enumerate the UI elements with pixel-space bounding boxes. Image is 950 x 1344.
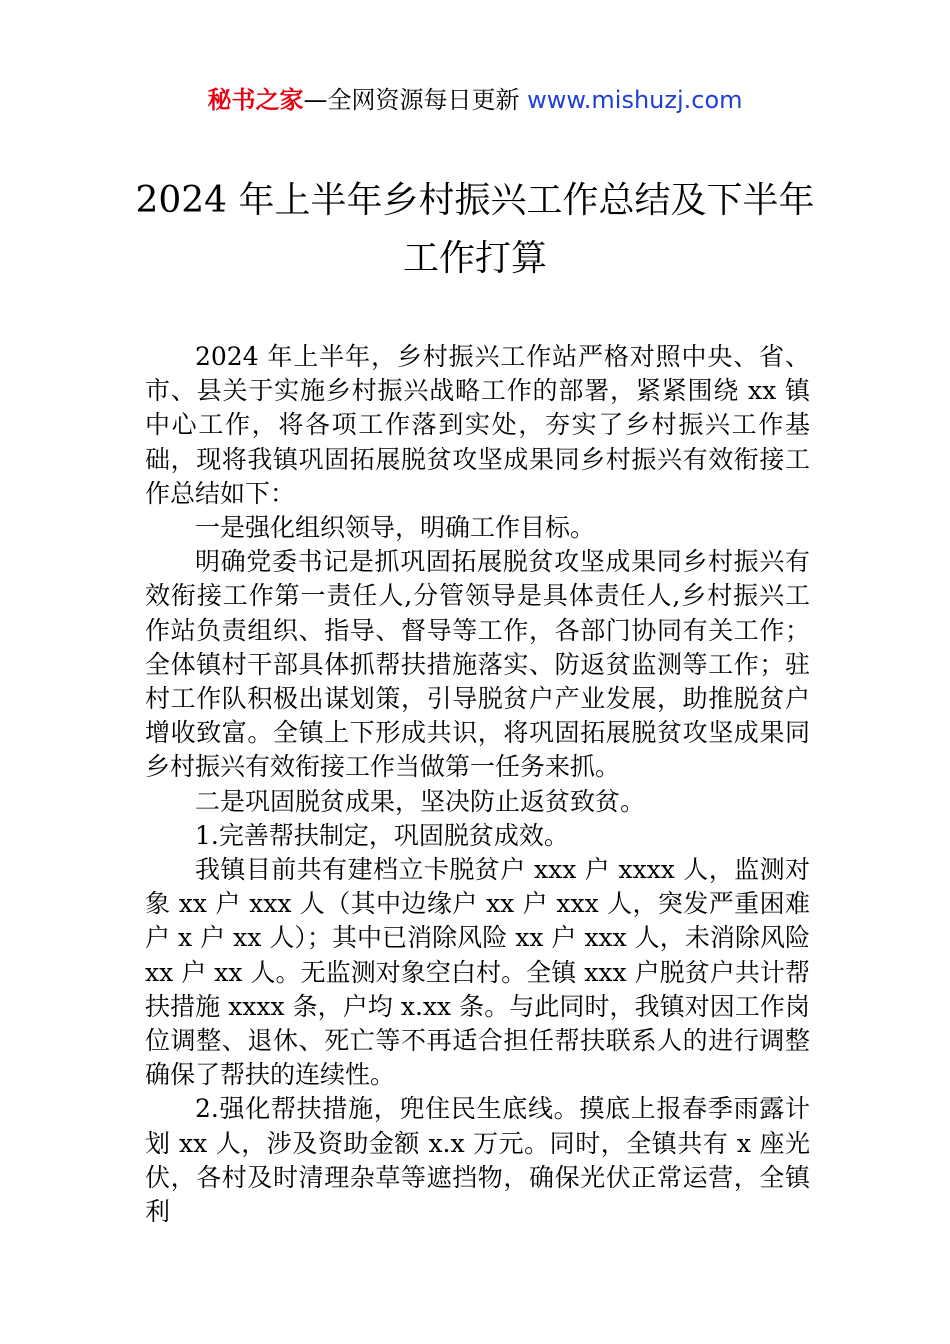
site-slogan: —全网资源每日更新 [303,86,528,114]
document-body [145,340,810,1229]
site-banner [0,80,950,115]
site-url-link[interactable]: www.mishuzj.com [527,86,743,114]
paragraph: 2.强化帮扶措施，兜住民生底线。摸底上报春季雨露计划 xx 人，涉及资助金额 x.x 万元。同时，全镇共有 x 座光伏，各村及时清理杂草等遮挡物，确保光伏正常运营，全镇利 [145,1094,810,1227]
section-heading-2: 二是巩固脱贫成果，坚决防止返贫致贫。 [195,786,646,816]
site-brand: 秘书之家 [207,86,304,114]
subsection-heading-1: 1.完善帮扶制定，巩固脱贫成效。 [195,820,569,850]
section-heading-1: 一是强化组织领导，明确工作目标。 [195,513,596,543]
paragraph: 我镇目前共有建档立卡脱贫户 xxx 户 xxxx 人，监测对象 xx 户 xxx 人（其中边缘户 xx 户 xxx 人，突发严重困难户 x 户 xx 人）；其中已消除风险 xx 户 xxx 人，未消除风险 xx 户 xx 人。无监测对象空白村。全镇 xxx 户脱贫户共计帮扶措施 xxxx 条，户均 x.xx 条。与此同时，我镇对因工作岗位调整、退休、死亡等不再适合担任帮扶联系人的进行调整确保了帮扶的连续性。 [145,855,810,1090]
paragraph: 明确党委书记是抓巩固拓展脱贫攻坚成果同乡村振兴有效衔接工作第一责任人,分管领导是具体责任人,乡村振兴工作站负责组织、指导、督导等工作，各部门协同有关工作；全体镇村干部具体抓帮扶措施落实、防返贫监测等工作；驻村工作队积极出谋划策，引导脱贫户产业发展，助推脱贫户增收致富。全镇上下形成共识，将巩固拓展脱贫攻坚成果同乡村振兴有效衔接工作当做第一任务来抓。 [145,547,810,782]
document-title [0,172,950,288]
title-line-1: 2024 年上半年乡村振兴工作总结及下半年 [135,180,815,221]
title-line-2: 工作打算 [402,238,547,279]
paragraph-intro: 2024 年上半年，乡村振兴工作站严格对照中央、省、市、县关于实施乡村振兴战略工作的部署，紧紧围绕 xx 镇中心工作，将各项工作落到实处，夯实了乡村振兴工作基础，现将我镇巩固拓展脱贫攻坚成果同乡村振兴有效衔接工作总结如下： [145,342,810,508]
